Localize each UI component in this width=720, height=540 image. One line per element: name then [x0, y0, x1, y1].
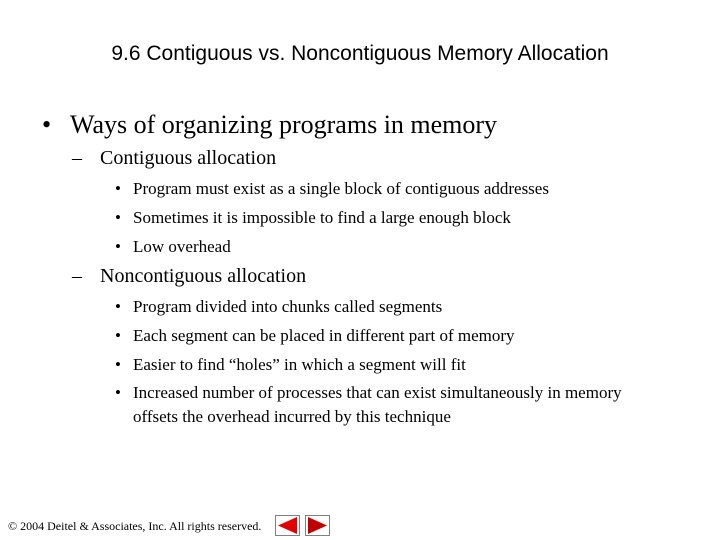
list-item-text: Program must exist as a single block of contiguous addresses: [133, 179, 549, 198]
bullet-glyph: •: [42, 110, 52, 139]
bullet-glyph: •: [115, 237, 121, 256]
main-bullet-text: Ways of organizing programs in memory: [70, 110, 498, 139]
bullet-glyph: •: [115, 297, 121, 316]
dash-glyph: –: [72, 265, 82, 287]
list-item-text: Program divided into chunks called segments: [133, 297, 443, 316]
list-item-text: Each segment can be placed in different part of memory: [133, 326, 515, 345]
bullet-glyph: •: [115, 208, 121, 227]
previous-slide-button[interactable]: [275, 515, 300, 536]
list-item-text: Low overhead: [133, 237, 231, 256]
triangle-left-icon: [275, 515, 300, 536]
bullet-glyph: •: [115, 383, 121, 402]
noncontiguous-heading-text: Noncontiguous allocation: [100, 265, 307, 287]
contiguous-heading-text: Contiguous allocation: [100, 147, 277, 169]
list-item-text: Easier to find “holes” in which a segment will fit: [133, 355, 466, 374]
list-item-text: Increased number of processes that can exist simultaneously in memory offsets the overhead incurred by this technique: [133, 383, 622, 426]
next-slide-button[interactable]: [305, 515, 330, 536]
dash-glyph: –: [72, 147, 82, 169]
bullet-glyph: •: [115, 355, 121, 374]
slide-title: 9.6 Contiguous vs. Noncontiguous Memory Allocation: [111, 42, 609, 65]
list-item-text: Sometimes it is impossible to find a large enough block: [133, 208, 511, 227]
triangle-right-icon: [305, 515, 330, 536]
copyright-footer: © 2004 Deitel & Associates, Inc. All rights reserved.: [8, 519, 262, 533]
bullet-glyph: •: [115, 326, 121, 345]
bullet-glyph: •: [115, 179, 121, 198]
